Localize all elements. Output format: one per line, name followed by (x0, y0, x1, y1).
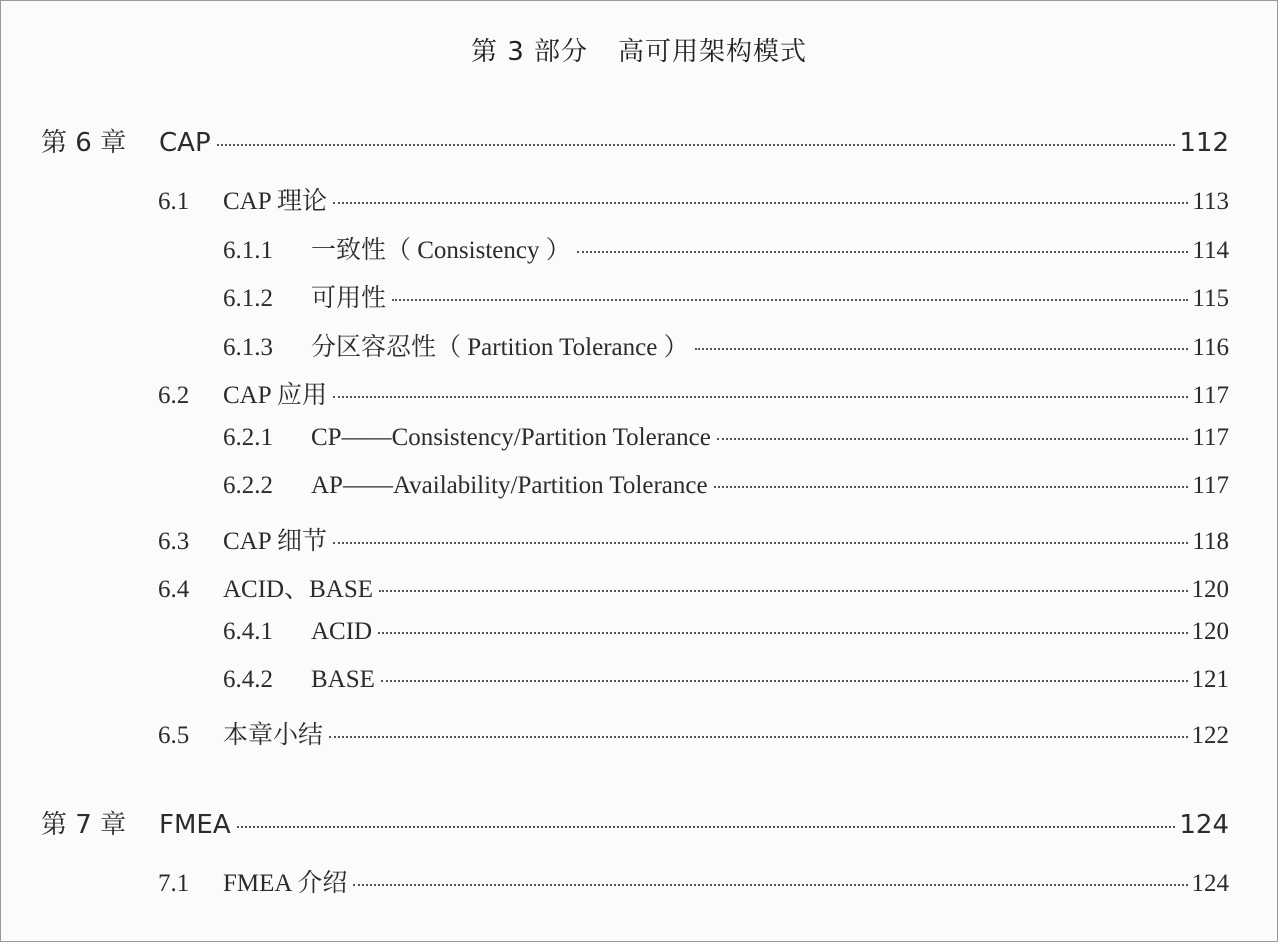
toc-entry-number: 6.4 (158, 576, 190, 603)
toc-entry-page: 120 (1191, 576, 1229, 603)
dot-leader (717, 438, 1189, 440)
toc-entry-7-1[interactable] (158, 863, 1229, 899)
toc-entry-number: 6.2 (158, 382, 190, 409)
toc-entry-6-4[interactable] (158, 569, 1229, 605)
part-heading (1, 31, 1277, 68)
dot-leader (329, 736, 1187, 738)
toc-entry-number: 第 6 章 (41, 128, 127, 158)
toc-entry-number: 6.2.2 (223, 472, 273, 499)
toc-entry-number: 7.1 (158, 870, 190, 897)
toc-entry-number: 6.4.1 (223, 618, 273, 645)
toc-entry-title: AP——Availability/Partition Tolerance (311, 472, 708, 499)
dot-leader (217, 144, 1176, 146)
dot-leader (333, 396, 1188, 398)
toc-entry-6-1-3[interactable] (223, 327, 1229, 363)
toc-entry-number: 6.1.2 (223, 285, 273, 312)
toc-entry-title: 一致性（ Consistency ） (311, 237, 571, 264)
toc-entry-number: 6.5 (158, 722, 190, 749)
toc-entry-title: FMEA 介绍 (223, 870, 348, 897)
toc-entry-page: 121 (1191, 666, 1229, 693)
toc-entry-page: 124 (1179, 810, 1229, 840)
part-title: 高可用架构模式 (618, 37, 808, 67)
dot-leader (333, 542, 1188, 544)
dot-leader (392, 299, 1188, 301)
toc-entry-page: 117 (1192, 472, 1229, 499)
toc-entry-chapter-7[interactable] (41, 804, 1229, 841)
toc-entry-page: 116 (1192, 334, 1229, 361)
toc-entry-number: 6.3 (158, 528, 190, 555)
toc-entry-6-4-1[interactable] (223, 618, 1229, 646)
toc-entry-6-3[interactable] (158, 521, 1229, 557)
toc-entry-6-1[interactable] (158, 181, 1229, 217)
toc-entry-title: 分区容忍性（ Partition Tolerance ） (311, 334, 689, 361)
toc-entry-number: 6.1.1 (223, 237, 273, 264)
toc-entry-6-2-1[interactable] (223, 424, 1229, 452)
toc-entry-title: CAP 理论 (223, 188, 327, 215)
toc-entry-title: 本章小结 (223, 722, 324, 749)
dot-leader (714, 486, 1189, 488)
toc-entry-number: 6.1.3 (223, 334, 273, 361)
toc-entry-page: 113 (1192, 188, 1229, 215)
toc-entry-title: CAP (159, 128, 211, 158)
toc-entry-title: CP——Consistency/Partition Tolerance (311, 424, 711, 451)
toc-entry-page: 122 (1191, 722, 1229, 749)
toc-entry-number: 6.2.1 (223, 424, 273, 451)
toc-entry-page: 124 (1191, 870, 1229, 897)
dot-leader (379, 590, 1187, 592)
dot-leader (381, 680, 1188, 682)
toc-entry-page: 114 (1192, 237, 1229, 264)
toc-entry-title: ACID、BASE (223, 576, 374, 603)
toc-entry-6-2-2[interactable] (223, 472, 1229, 500)
dot-leader (577, 251, 1189, 253)
toc-entry-6-5[interactable] (158, 715, 1229, 751)
toc-entry-page: 112 (1179, 128, 1229, 158)
toc-entry-title: CAP 细节 (223, 528, 327, 555)
toc-entry-6-4-2[interactable] (223, 666, 1229, 694)
toc-entry-title: FMEA (159, 810, 231, 840)
dot-leader (695, 348, 1189, 350)
dot-leader (237, 826, 1176, 828)
toc-entry-title: BASE (311, 666, 375, 693)
toc-entry-page: 118 (1192, 528, 1229, 555)
part-label: 第 3 部分 (470, 37, 589, 67)
toc-entry-6-1-2[interactable] (223, 278, 1229, 314)
toc-entry-title: ACID (311, 618, 373, 645)
toc-entry-6-2[interactable] (158, 375, 1229, 411)
toc-entry-number: 第 7 章 (41, 810, 127, 840)
toc-entry-page: 120 (1191, 618, 1229, 645)
toc-entry-number: 6.1 (158, 188, 190, 215)
toc-entry-page: 115 (1192, 285, 1229, 312)
toc-entry-title: CAP 应用 (223, 382, 327, 409)
toc-entry-title: 可用性 (311, 285, 387, 312)
dot-leader (353, 884, 1187, 886)
toc-entry-page: 117 (1192, 424, 1229, 451)
toc-entry-number: 6.4.2 (223, 666, 273, 693)
toc-entry-chapter-6[interactable] (41, 122, 1229, 159)
dot-leader (378, 632, 1187, 634)
toc-entry-6-1-1[interactable] (223, 230, 1229, 266)
dot-leader (333, 202, 1188, 204)
toc-entry-page: 117 (1192, 382, 1229, 409)
